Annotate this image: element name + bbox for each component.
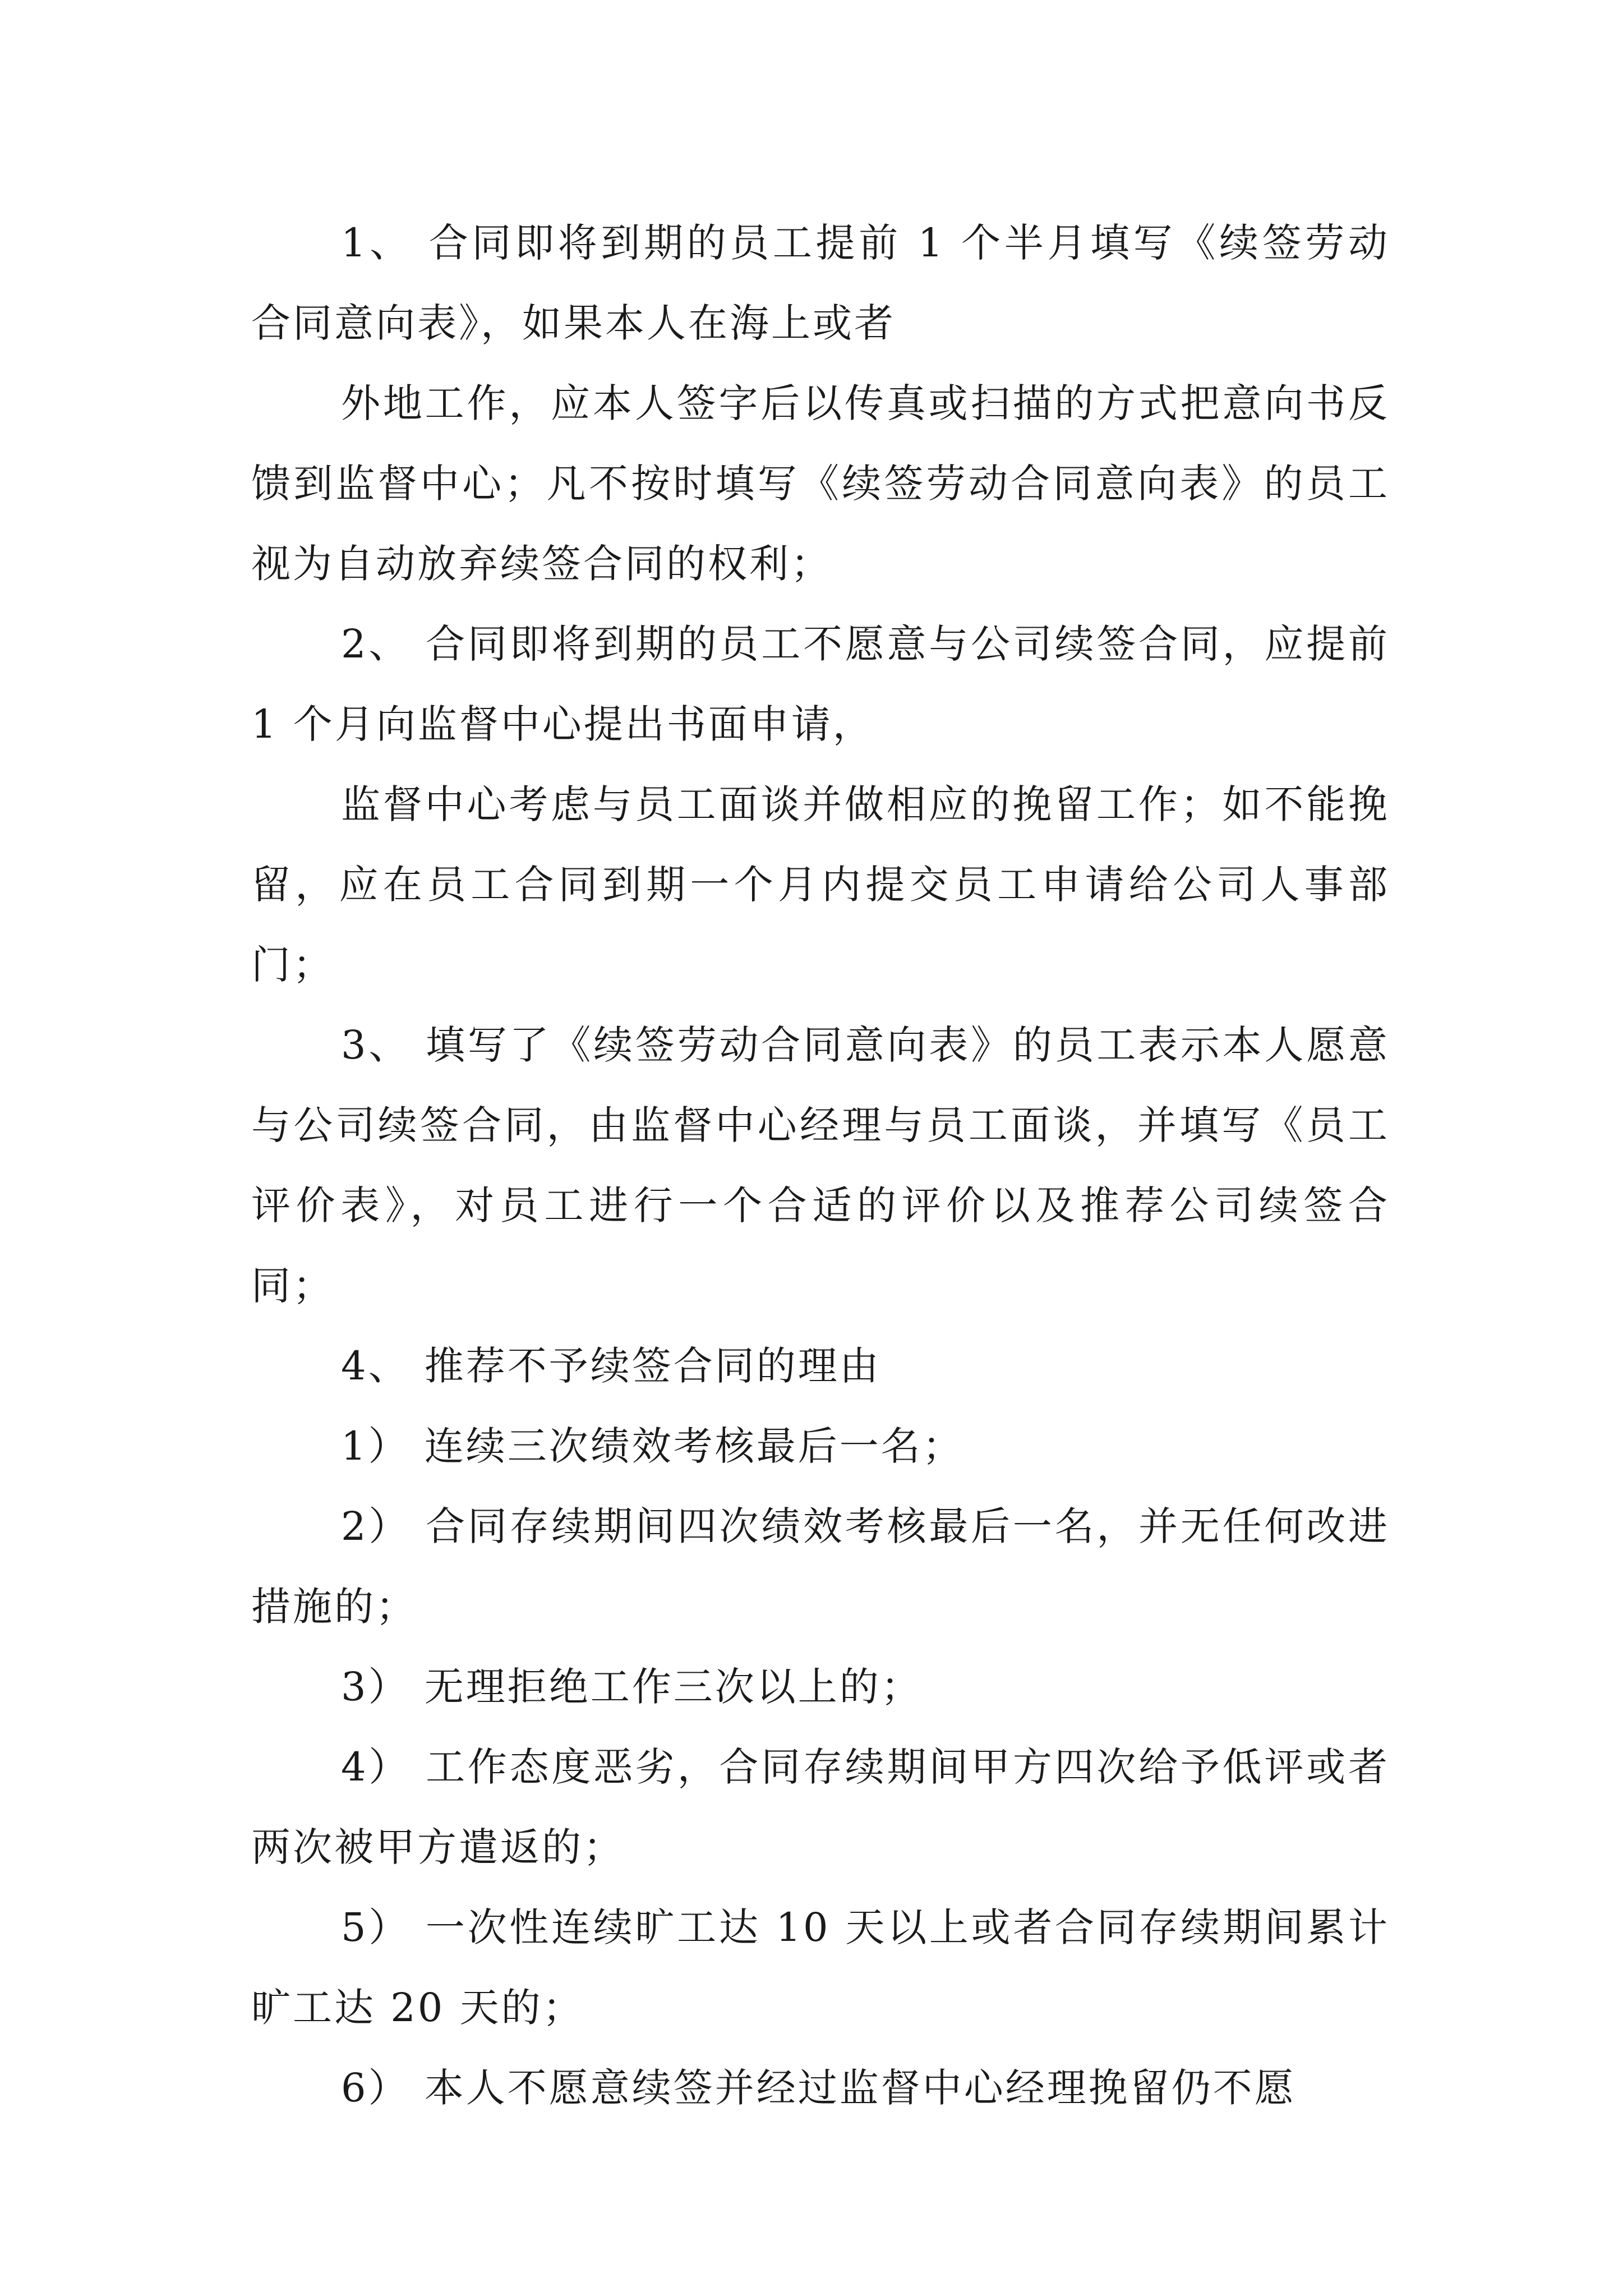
paragraph-4: 监督中心考虑与员工面谈并做相应的挽留工作；如不能挽留，应在员工合同到期一个月内提交员工申请给公司人事部门； [251,781,1390,988]
paragraph-9: 3） 无理拒绝工作三次以上的； [341,1664,923,1710]
paragraph-11: 5） 一次性连续旷工达 10 天以上或者合同存续期间累计旷工达 20 天的； [251,1904,1390,2031]
paragraph-10: 4） 工作态度恶劣，合同存续期间甲方四次给予低评或者两次被甲方遣返的； [251,1744,1390,1870]
paragraph-12: 6） 本人不愿意续签并经过监督中心经理挽留仍不愿 [341,2065,1296,2111]
paragraph-7: 1） 连续三次绩效考核最后一名； [341,1423,964,1469]
paragraph-8: 2） 合同存续期间四次绩效考核最后一名，并无任何改进措施的； [251,1503,1390,1630]
paragraph-3: 2、 合同即将到期的员工不愿意与公司续签合同，应提前 1 个月向监督中心提出书面申请， [251,621,1390,747]
paragraph-2: 外地工作，应本人签字后以传真或扫描的方式把意向书反馈到监督中心；凡不按时填写《续签劳动合同意向表》的员工视为自动放弃续签合同的权利； [251,380,1390,587]
paragraph-5: 3、 填写了《续签劳动合同意向表》的员工表示本人愿意与公司续签合同，由监督中心经理与员工面谈，并填写《员工评价表》，对员工进行一个合适的评价以及推荐公司续签合同； [251,1022,1390,1309]
paragraph-1: 1、 合同即将到期的员工提前 1 个半月填写《续签劳动合同意向表》，如果本人在海上或者 [251,220,1390,346]
document-body [251,203,1390,2128]
paragraph-6: 4、 推荐不予续签合同的理由 [341,1343,881,1389]
